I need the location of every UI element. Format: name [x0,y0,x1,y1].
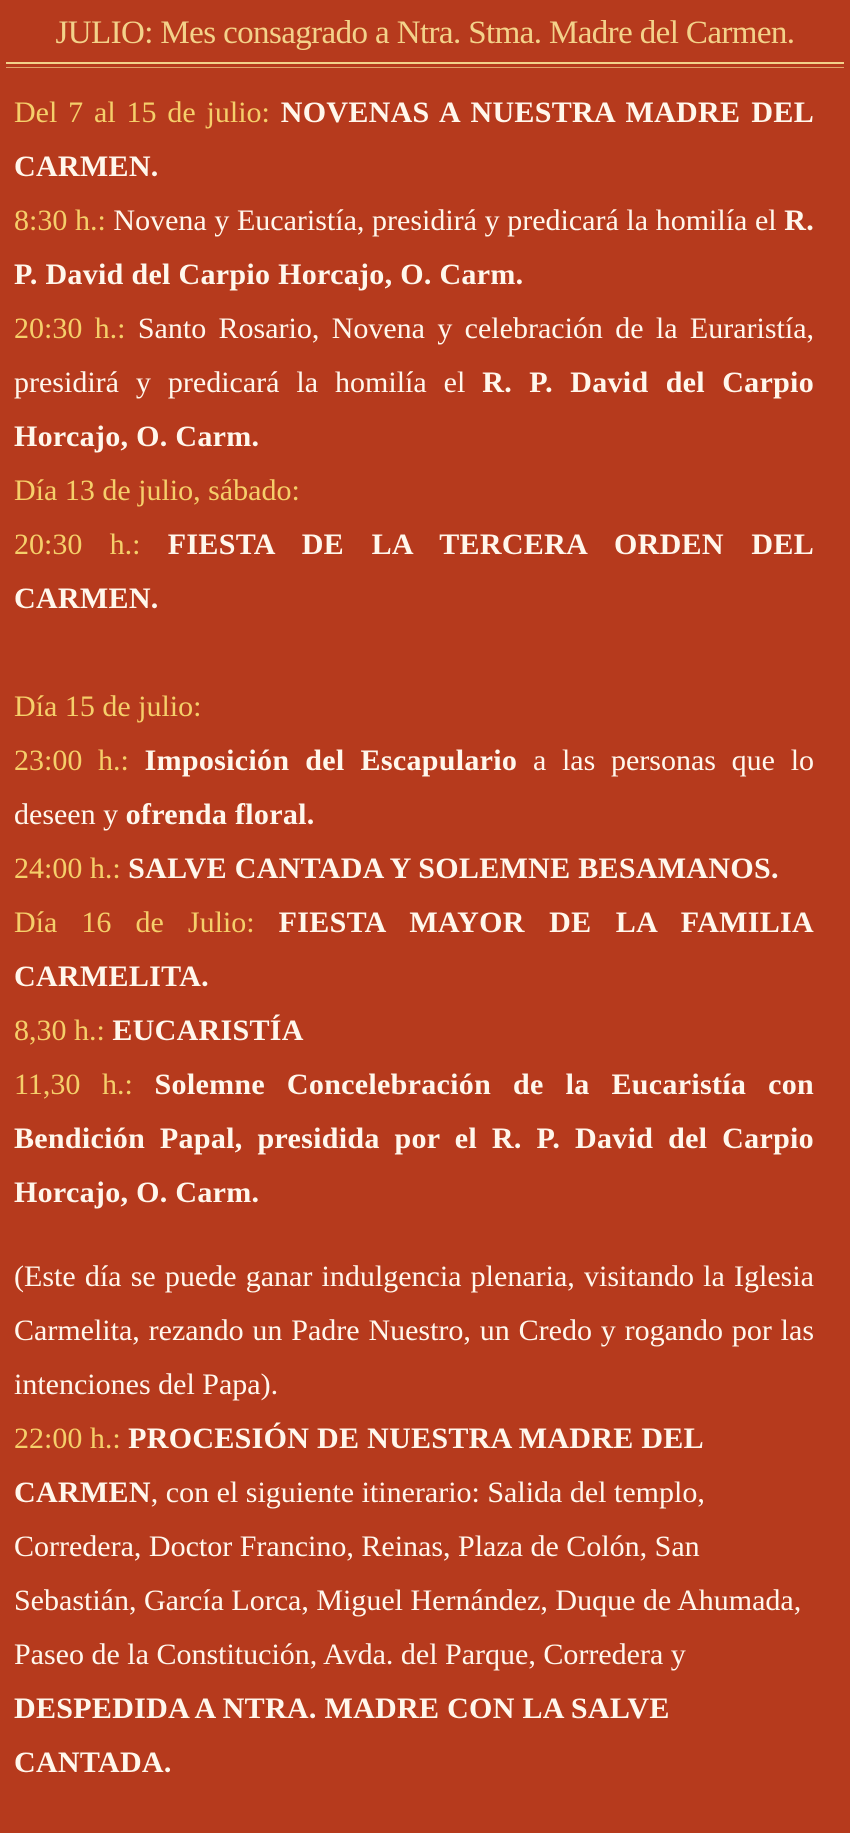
novena-morning-text: Novena y Eucaristía, presidirá y predicará la homilía el [113,204,777,237]
day16-time3: 22:00 h.: [14,1422,121,1455]
day15-time2: 24:00 h.: [14,852,121,885]
novena-evening-text: Santo Rosario, Novena y celebración de la Euraristía, presidirá y predicará la homilía el [14,312,815,399]
novena-evening-celebrant: R. P. David del Carpio Horcajo, O. Carm. [14,366,814,453]
day16-note: (Este día se puede ganar indulgencia plenaria, visitando la Iglesia Carmelita, rezando un Padre Nuestro, un Credo y rogando por las intenciones del Papa). [14,1260,814,1401]
novena-morning-time: 8:30 h.: [14,204,106,237]
day13-time: 20:30 h.: [14,528,141,561]
day15-text1-bold: Imposición del Escapulario [144,744,518,777]
day15-label: Día 15 de julio: [14,690,202,723]
day16-event2 [14,1058,814,1220]
day15-text1-plain: a las personas que lo deseen y [14,744,815,831]
day16-label: Día 16 de Julio: [14,906,255,939]
day16-time2: 11,30 h.: [14,1068,133,1101]
page-title: JULIO: Mes consagrado a Ntra. Stma. Madre del Carmen. [55,15,795,51]
title-divider-thin [6,67,844,68]
novena-morning-celebrant: R. P. David del Carpio Horcajo, O. Carm. [14,204,815,291]
procession-itinerary: , con el siguiente itinerario: Salida del templo, Corredera, Doctor Francino, Reinas, Plaza de Colón, San Sebastián, García Lorca, Miguel Hernández, Duque de Ahumada, Paseo de la Constitución, Avda. del Parque, Corredera y [14,1476,802,1671]
day16-text1: EUCARISTÍA [112,1014,304,1047]
novena-evening [14,302,814,464]
procession-title: PROCESIÓN DE NUESTRA MADRE DEL CARMEN [14,1422,703,1509]
day15-text1-bold2: ofrenda floral. [125,798,315,831]
day15-time1: 23:00 h.: [14,744,129,777]
schedule-content [14,86,814,1790]
day16-event1 [14,1004,814,1058]
day16-heading [14,896,814,1004]
novena-morning [14,194,814,302]
day13-event [14,518,814,626]
day16-procession [14,1412,814,1790]
novena-heading [14,86,814,194]
novena-evening-time: 20:30 h.: [14,312,126,345]
day13-title: FIESTA DE LA TERCERA ORDEN DEL CARMEN. [14,528,815,615]
day15-event1 [14,734,814,842]
day15-event2 [14,842,814,896]
procession-end: DESPEDIDA A NTRA. MADRE CON LA SALVE CANTADA. [14,1692,670,1779]
day16-title: FIESTA MAYOR DE LA FAMILIA CARMELITA. [14,906,814,993]
novena-title: NOVENAS A NUESTRA MADRE DEL CARMEN. [14,96,815,183]
day13-label: Día 13 de julio, sábado: [14,474,300,507]
title-divider [6,62,844,64]
day15-title2: SALVE CANTADA Y SOLEMNE BESAMANOS. [128,852,779,885]
day16-time1: 8,30 h.: [14,1014,105,1047]
novena-dates: Del 7 al 15 de julio: [14,96,270,129]
day16-text2: Solemne Concelebración de la Eucaristía con Bendición Papal, presidida por el R. P. David del Carpio Horcajo, O. Carm. [14,1068,815,1209]
